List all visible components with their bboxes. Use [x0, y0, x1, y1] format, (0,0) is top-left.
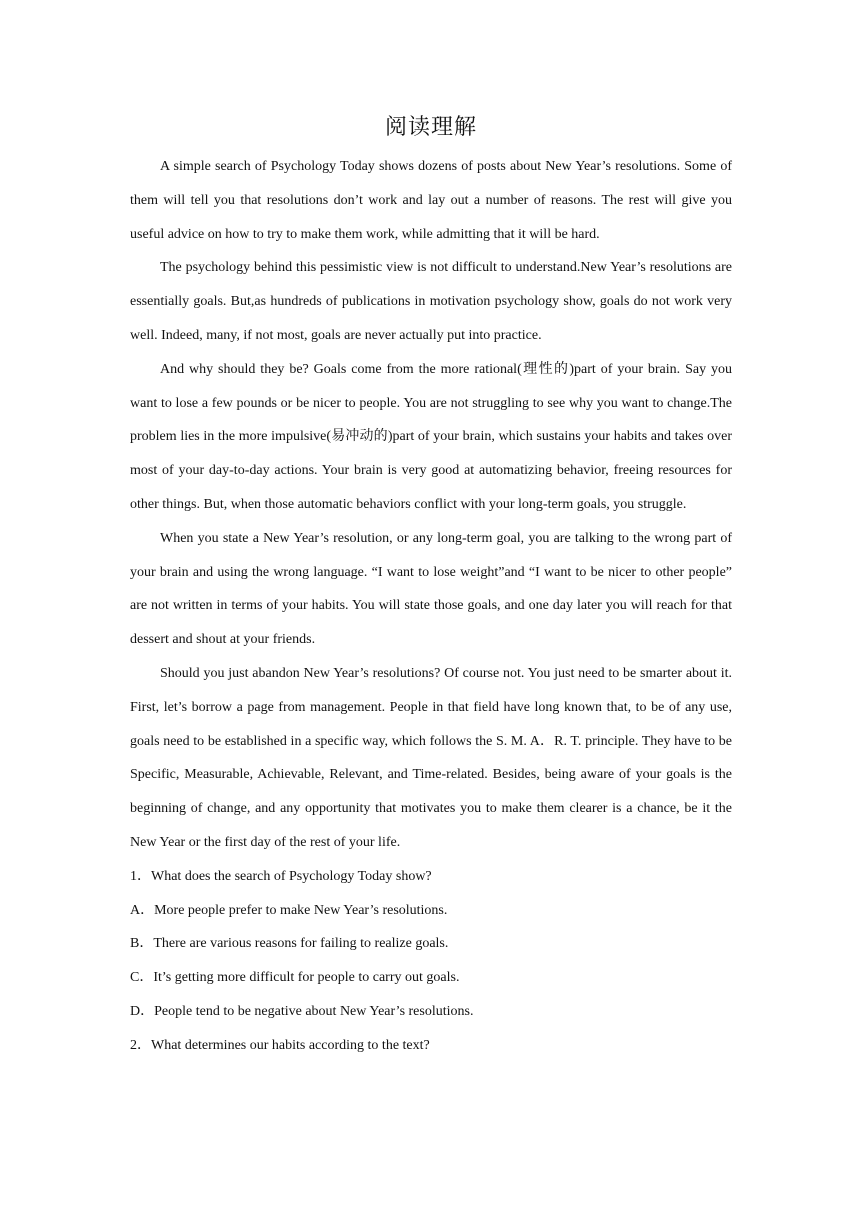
paragraph-1: A simple search of Psychology Today shows dozens of posts about New Year’s resolutions. Some of them will tell you that resolutions don’t work and lay out a number of reasons. The rest will give you useful advice on how to try to make them work, while admitting that it will be hard. [130, 159, 732, 242]
question-1 [130, 860, 732, 1029]
question-stem: 2．What determines our habits according to the text? [130, 1037, 430, 1053]
document-page [130, 108, 732, 1063]
paragraph-4: When you state a New Year’s resolution, or any long-term goal, you are talking to the wrong part of your brain and using the wrong language. “I want to lose weight”and “I want to be nicer to other people” are not written in terms of your habits. You will state those goals, and one day later you will reach for that dessert and shout at your friends. [130, 530, 732, 648]
option-d: D．People tend to be negative about New Year’s resolutions. [130, 1003, 474, 1019]
paragraph-2: The psychology behind this pessimistic view is not difficult to understand.New Year’s resolutions are essentially goals. But,as hundreds of publications in motivation psychology show, goals do not work very well. Indeed, many, if not most, goals are never actually put into practice. [130, 260, 732, 343]
question-2 [130, 1029, 732, 1063]
paragraph-5: Should you just abandon New Year’s resolutions? Of course not. You just need to be smarter about it. First, let’s borrow a page from management. People in that field have long known that, to be of any use, goals need to be established in a specific way, which follows the S. M. A．R. T. principle. They have to be Specific, Measurable, Achievable, Relevant, and Time-related. Besides, being aware of your goals is the beginning of change, and any opportunity that motivates you to make them clearer is a chance, be it the New Year or the first day of the rest of your life. [130, 665, 732, 850]
option-a: A．More people prefer to make New Year’s resolutions. [130, 902, 448, 918]
option-c: C．It’s getting more difficult for people to carry out goals. [130, 970, 460, 986]
paragraph-3: And why should they be? Goals come from the more rational(理性的)part of your brain. Say you want to lose a few pounds or be nicer to people. You are not struggling to see why you want to change.The problem lies in the more impulsive(易冲动的)part of your brain, which sustains your habits and takes over most of your day-to-day actions. Your brain is very good at automatizing behavior, freeing resources for other things. But, when those automatic behaviors conflict with your long-term goals, you struggle. [130, 361, 732, 512]
document-title: 阅读理解 [384, 114, 477, 139]
question-stem: 1．What does the search of Psychology Today show? [130, 868, 432, 884]
option-b: B．There are various reasons for failing to realize goals. [130, 936, 449, 952]
